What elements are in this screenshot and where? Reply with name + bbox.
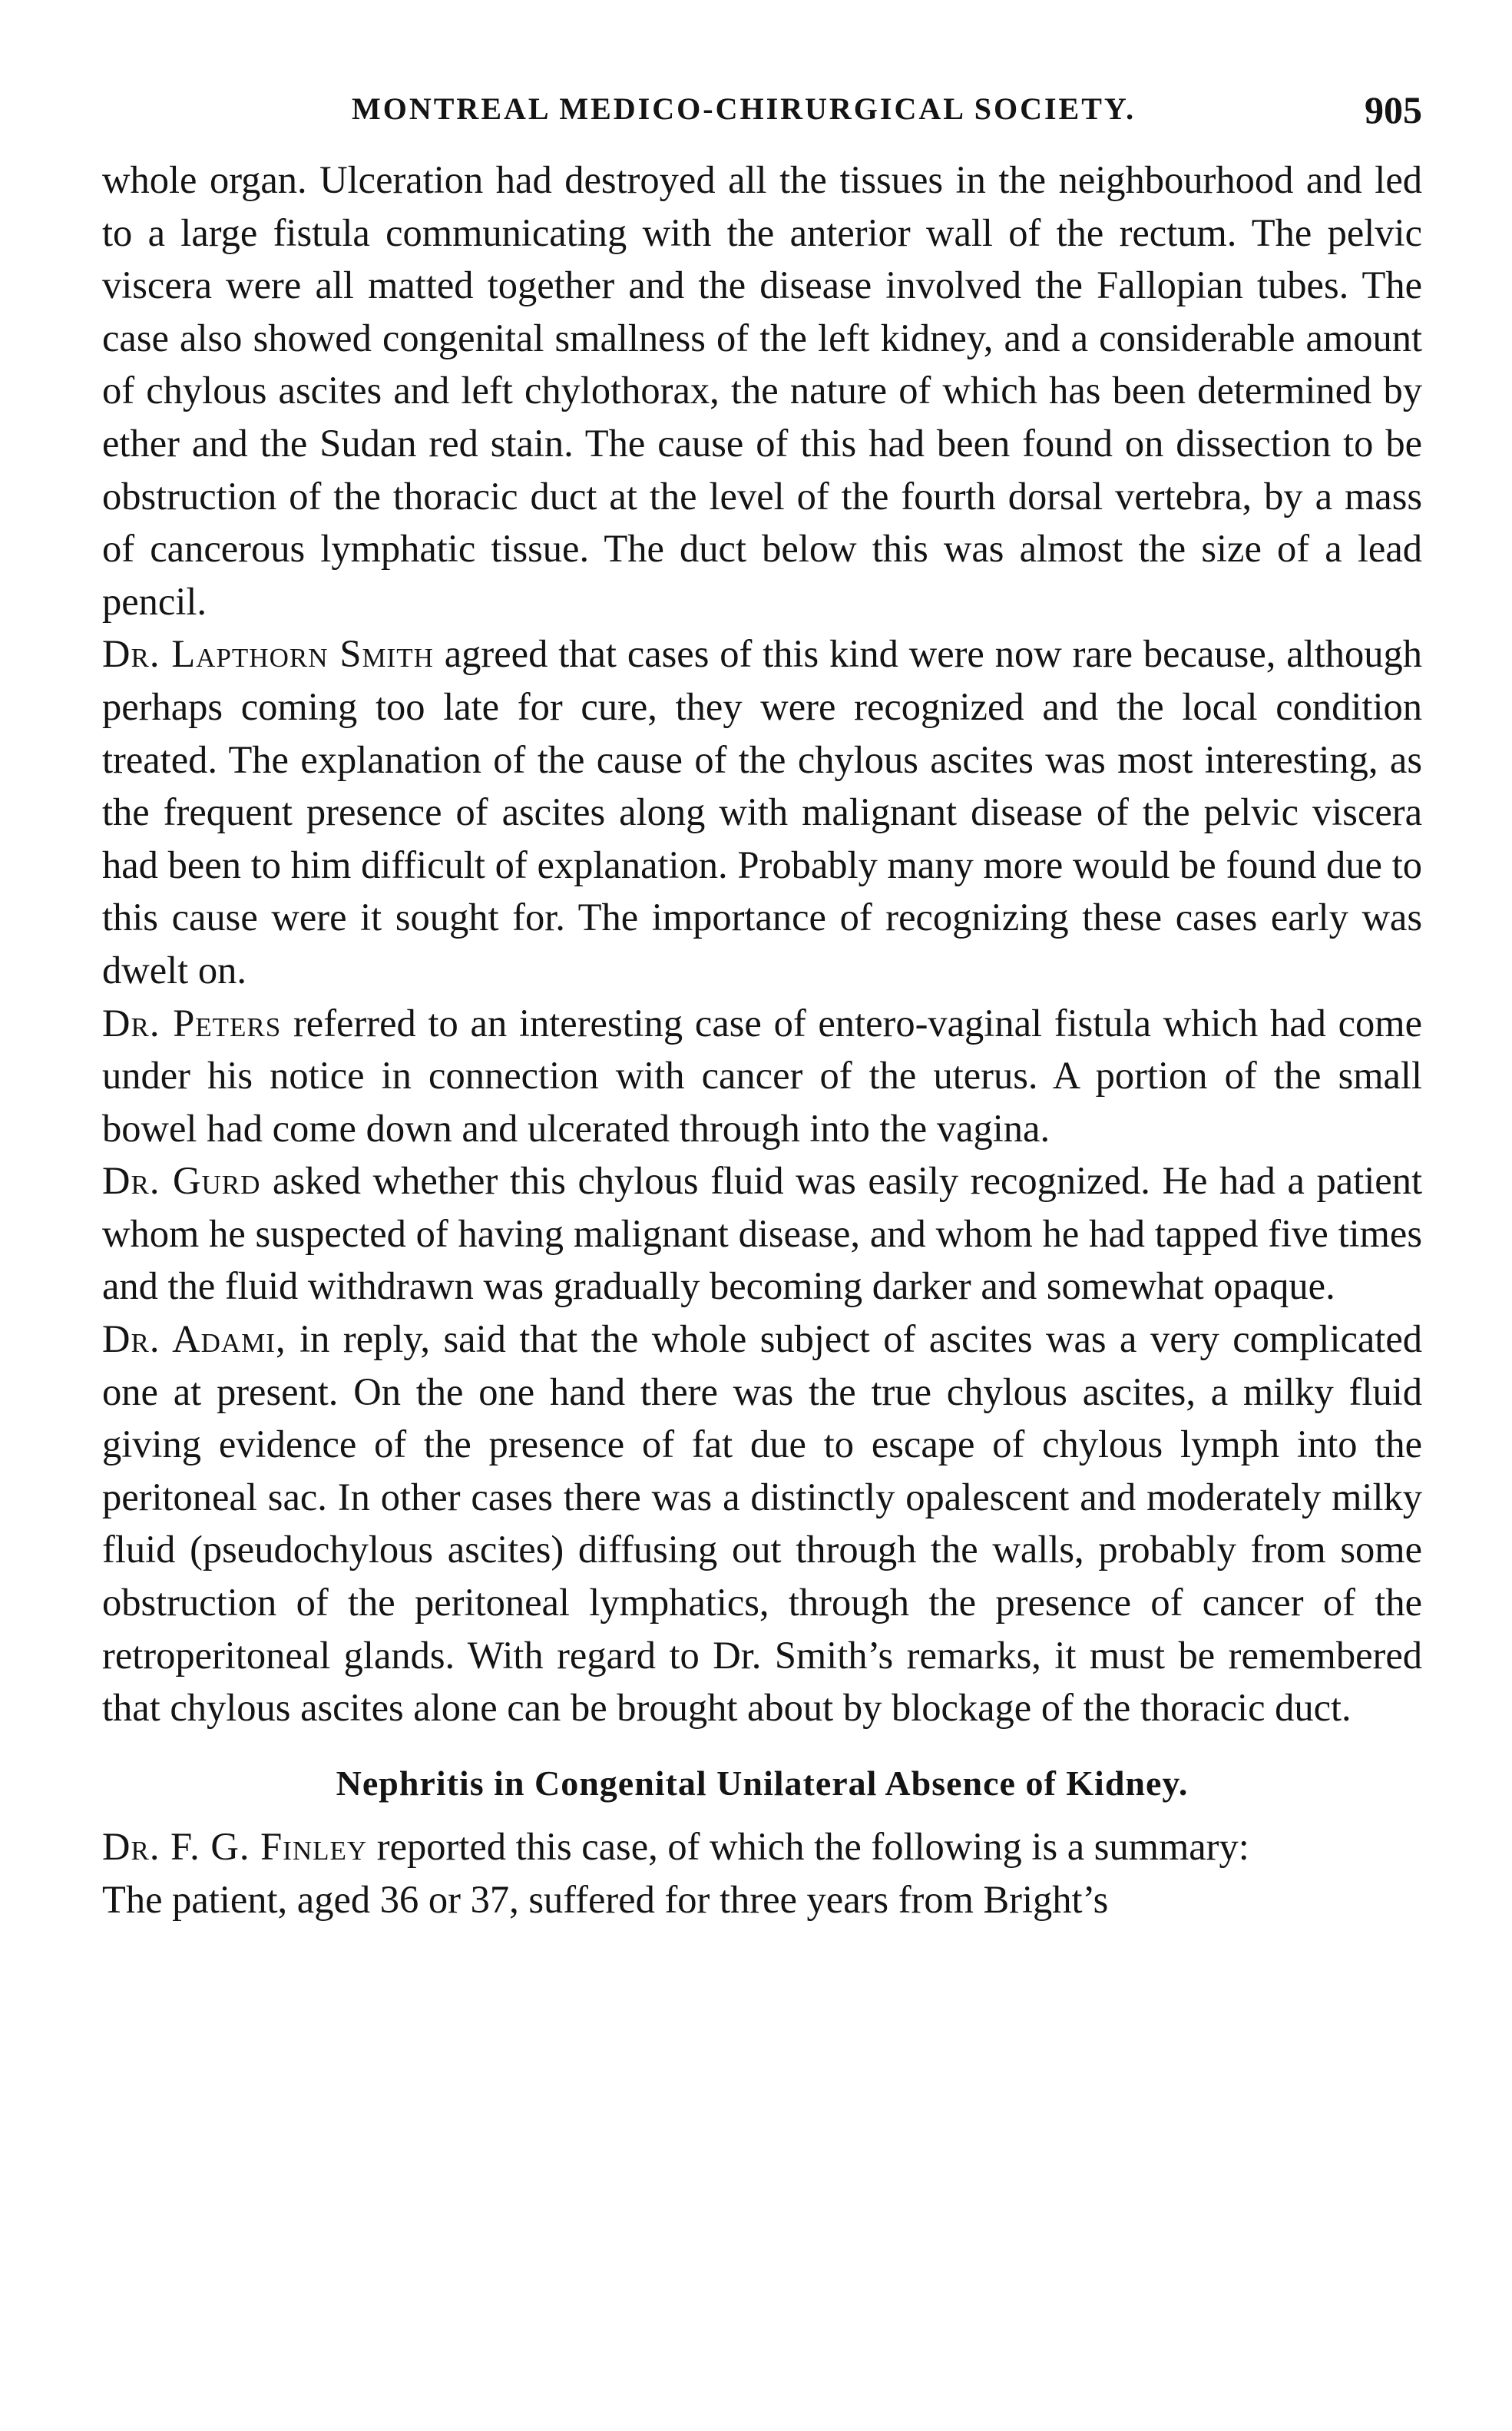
running-title: MONTREAL MEDICO-CHIRURGICAL SOCIETY. bbox=[352, 91, 1136, 126]
paragraph-5 bbox=[102, 1313, 1422, 1734]
body-text bbox=[102, 154, 1422, 1926]
paragraph-3 bbox=[102, 997, 1422, 1155]
speaker-name: Dr. Lapthorn Smith bbox=[102, 632, 434, 676]
paragraph-6 bbox=[102, 1820, 1422, 1873]
page-number: 905 bbox=[1365, 88, 1422, 131]
running-header bbox=[102, 88, 1422, 154]
section-heading: Nephritis in Congenital Unilateral Absence of Kidney. bbox=[336, 1763, 1189, 1803]
speaker-name: Dr. Adami, bbox=[102, 1317, 286, 1361]
paragraph-2 bbox=[102, 628, 1422, 996]
paragraph-text: whole organ. Ulceration had destroyed all the tissues in the neighbourhood and led to a large fistula communicating with the anterior wall of the rectum. The pelvic viscera were all matted together and the disease involved the Fallopian tubes. The case also showed congenital smallness of the left kidney, and a considerable amount of chylous ascites and left chylothorax, the nature of which has been determined by ether and the Sudan red stain. The cause of this had been found on dissection to be obstruction of the thoracic duct at the level of the fourth dorsal vertebra, by a mass of cancerous lymphatic tissue. The duct below this was almost the size of a lead pencil. bbox=[102, 158, 1422, 623]
speaker-name: Dr. Peters bbox=[102, 1001, 282, 1045]
paragraph-1 bbox=[102, 154, 1422, 628]
paragraph-text: reported this case, of which the following is a summary: bbox=[367, 1825, 1249, 1869]
paragraph-4 bbox=[102, 1154, 1422, 1313]
paragraph-text: agreed that cases of this kind were now rare because, although perhaps coming too late for cure, they were recognized and the local condition treated. The explanation of the cause of the chylous ascites was most interesting, as the frequent presence of ascites along with malignant disease of the pelvic viscera had been to him difficult of explanation. Probably many more would be found due to this cause were it sought for. The importance of recognizing these cases early was dwelt on. bbox=[102, 632, 1422, 992]
speaker-name: Dr. Gurd bbox=[102, 1159, 261, 1203]
speaker-name: Dr. F. G. Finley bbox=[102, 1825, 368, 1869]
paragraph-text: in reply, said that the whole subject of ascites was a very complicated one at present. On the one hand there was the true chylous ascites, a milky fluid giving evidence of the presence of fat due to escape of chylous lymph into the peritoneal sac. In other cases there was a distinctly opalescent and moderately milky fluid (pseudochylous ascites) diffusing out through the walls, probably from some obstruction of the peritoneal lymphatics, through the presence of cancer of the retroperitoneal glands. With regard to Dr. Smith’s remarks, it must be remembered that chylous ascites alone can be brought about by blockage of the thoracic duct. bbox=[102, 1317, 1423, 1730]
paragraph-text: referred to an interesting case of entero-vaginal fistula which had come under his notice in connection with cancer of the uterus. A portion of the small bowel had come down and ulcerated through into the vagina. bbox=[102, 1001, 1422, 1150]
paragraph-text: The patient, aged 36 or 37, suffered for three years from Bright’s bbox=[102, 1878, 1109, 1921]
paragraph-text: asked whether this chylous fluid was easily recognized. He had a patient whom he suspected of having malignant disease, and whom he had tapped five times and the fluid withdrawn was gradually becoming darker and somewhat opaque. bbox=[102, 1159, 1422, 1308]
paragraph-7 bbox=[102, 1873, 1422, 1926]
